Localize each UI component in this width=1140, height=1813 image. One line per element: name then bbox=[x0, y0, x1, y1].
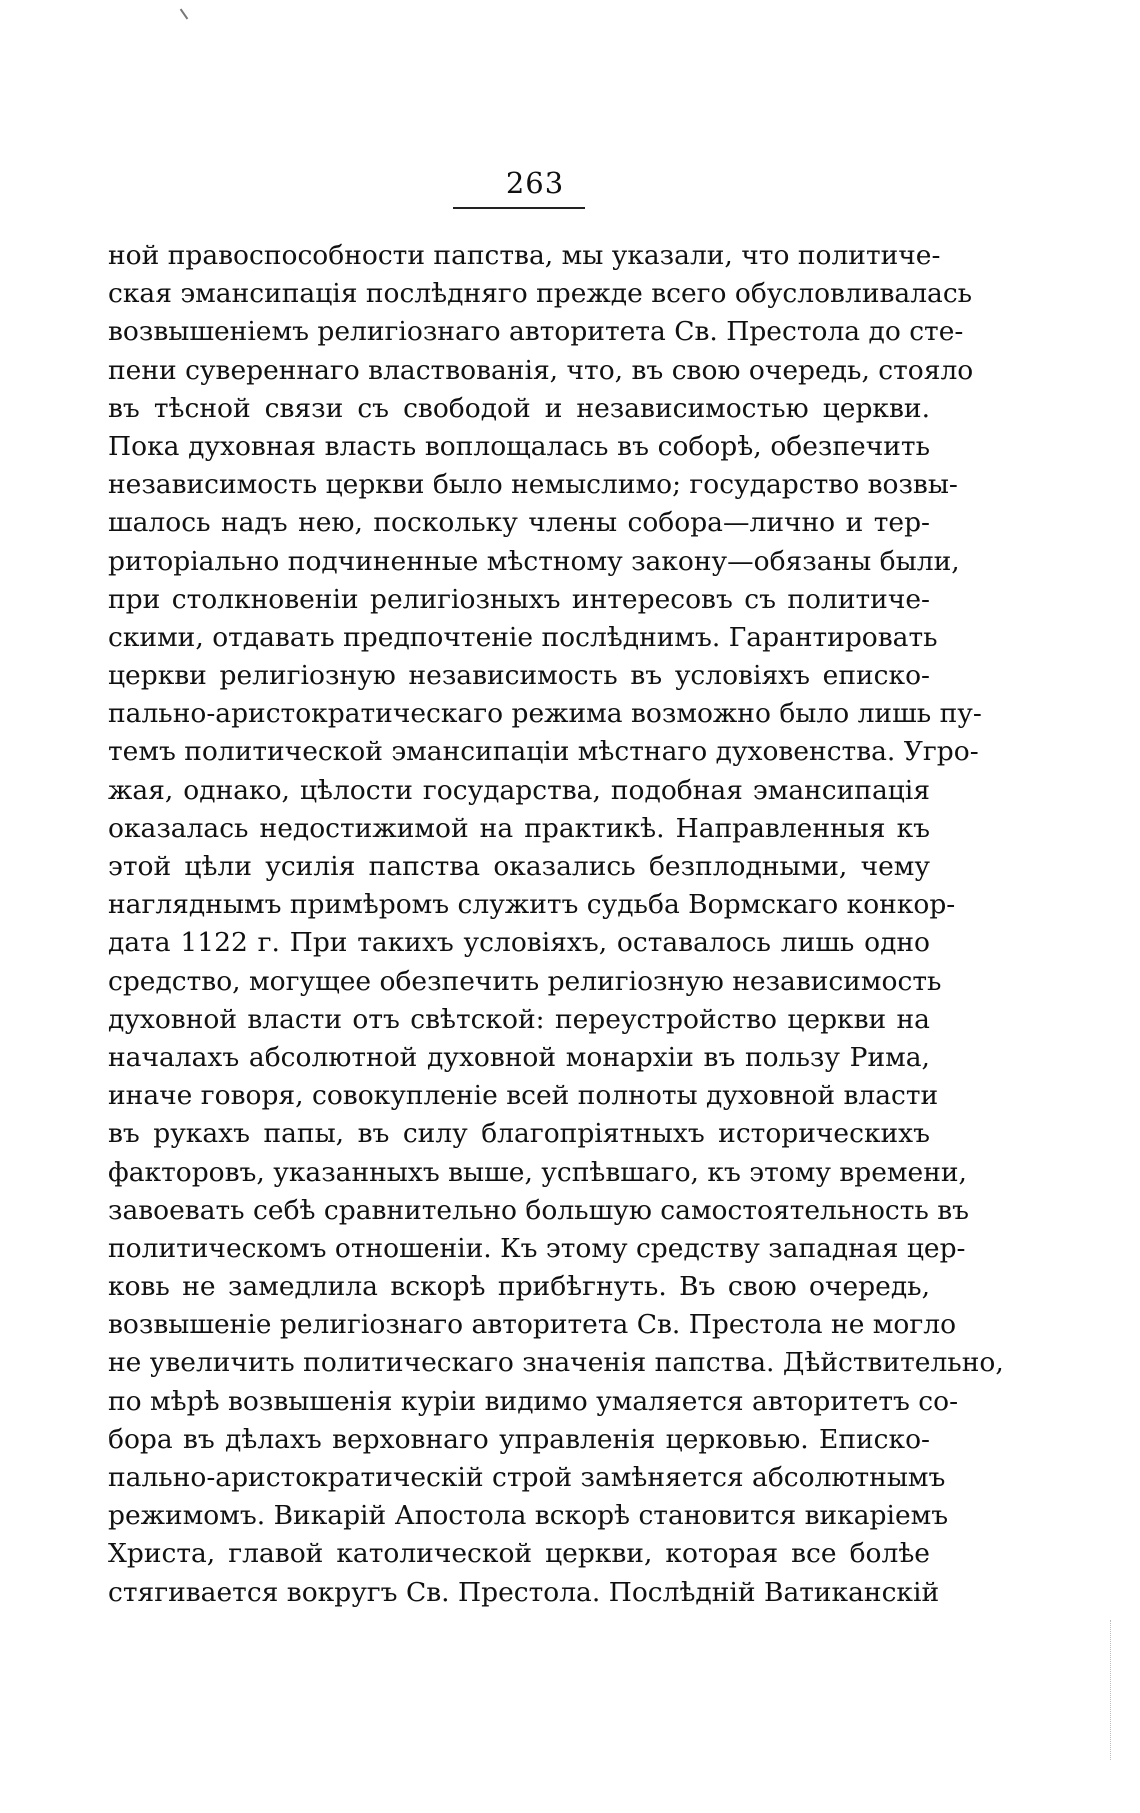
text-line: бора въ дѣлахъ верховнаго управленiя церковью. Еписко- bbox=[108, 1423, 930, 1455]
text-line: въ рукахъ папы, въ силу благопрiятныхъ историческихъ bbox=[108, 1118, 930, 1150]
text-line: дата 1122 г. При такихъ условiяхъ, оставалось лишь одно bbox=[108, 927, 930, 959]
text-line: темъ политической эмансипацiи мѣстнаго духовенства. Угро- bbox=[108, 736, 979, 768]
page-number: 263 bbox=[505, 166, 565, 200]
text-line: возвышенiе религiознаго авторитета Св. Престола не могло bbox=[108, 1309, 957, 1341]
text-line: ковь не замедлила вскорѣ прибѣгнуть. Въ свою очередь, bbox=[108, 1271, 930, 1303]
page-number-rule bbox=[453, 207, 585, 209]
text-line: при столкновенiи религiозныхъ интересовъ съ политиче- bbox=[108, 583, 930, 615]
text-line: стягивается вокругъ Св. Престола. Послѣднiй Ватиканскiй bbox=[108, 1576, 940, 1608]
text-line: режимомъ. Викарiй Апостола вскорѣ становится викарiемъ bbox=[108, 1500, 949, 1532]
text-line: независимость церкви было немыслимо; государство возвы- bbox=[108, 469, 958, 501]
text-line: пально-аристократическiй строй замѣняется абсолютнымъ bbox=[108, 1462, 946, 1493]
text-line: скими, отдавать предпочтенiе послѣднимъ. Гарантировать bbox=[108, 621, 938, 653]
text-line: церкви религiозную независимость въ условiяхъ еписко- bbox=[108, 660, 930, 692]
text-line: не увеличить политическаго значенiя папства. Дѣйствительно, bbox=[108, 1347, 1004, 1379]
text-line: факторовъ, указанныхъ выше, успѣвшаго, къ этому времени, bbox=[108, 1156, 967, 1188]
text-line: началахъ абсолютной духовной монархiи въ пользу Рима, bbox=[108, 1041, 930, 1073]
text-line: этой цѣли усилiя папства оказались безплодными, чему bbox=[108, 851, 930, 882]
print-speck bbox=[180, 9, 189, 20]
text-line: оказалась недостижимой на практикѣ. Направленныя къ bbox=[108, 812, 930, 844]
text-line: духовной власти отъ свѣтской: переустройство церкви на bbox=[108, 1003, 930, 1035]
text-line: по мѣрѣ возвышенiя курiи видимо умаляется авторитетъ со- bbox=[108, 1385, 959, 1417]
text-line: ская эмансипацiя послѣдняго прежде всего обусловливалась bbox=[108, 278, 973, 310]
scan-margin-marks bbox=[1110, 1620, 1113, 1760]
text-line: иначе говоря, совокупленiе всей полноты духовной власти bbox=[108, 1080, 939, 1112]
text-line: нагляднымъ примѣромъ служитъ судьба Вормскаго конкор- bbox=[108, 889, 956, 921]
text-line: риторiально подчиненные мѣстному закону—обязаны были, bbox=[108, 545, 960, 577]
text-line: политическомъ отношенiи. Къ этому средству западная цер- bbox=[108, 1232, 966, 1264]
text-line: Пока духовная власть воплощалась въ соборѣ, обезпечить bbox=[108, 430, 930, 462]
body-text bbox=[108, 237, 1004, 1612]
text-line: пени сувереннаго властвованiя, что, въ свою очередь, стояло bbox=[108, 354, 974, 386]
text-line: средство, могущее обезпечить религiозную независимость bbox=[108, 965, 942, 997]
text-line: ной правоспособности папства, мы указали, что политиче- bbox=[108, 240, 941, 271]
text-line: шалось надъ нею, поскольку члены собора—лично и тер- bbox=[108, 507, 930, 539]
text-line: пально-аристократическаго режима возможно было лишь пу- bbox=[108, 698, 982, 730]
text-line: жая, однако, цѣлости государства, подобная эмансипацiя bbox=[108, 774, 930, 806]
text-line: возвышенiемъ религiознаго авторитета Св. Престола до сте- bbox=[108, 316, 964, 348]
text-line: въ тѣсной связи съ свободой и независимостью церкви. bbox=[108, 392, 930, 424]
text-line: Христа, главой католической церкви, которая все болѣе bbox=[108, 1538, 930, 1570]
text-line: завоевать себѣ сравнительно большую самостоятельность въ bbox=[108, 1194, 970, 1226]
